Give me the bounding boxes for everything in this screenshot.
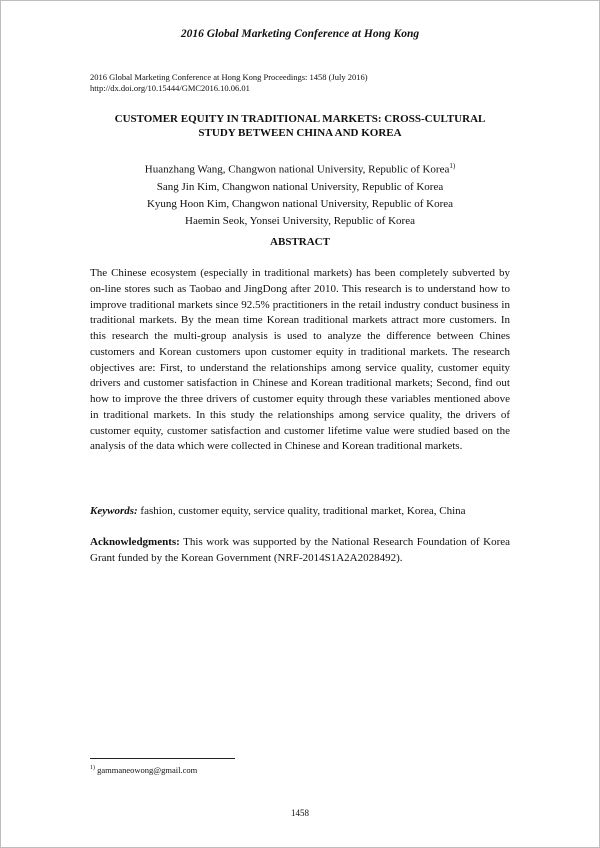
keywords — [90, 504, 510, 519]
proceedings-line: 2016 Global Marketing Conference at Hong Kong Proceedings: 1458 (July 2016) — [90, 72, 368, 82]
ack-text: This work was supported by the National Research Foundation of Korea Grant funded by the Korean Government (NRF-2014S1A2A2028492). — [90, 536, 510, 564]
paper-title — [70, 112, 530, 140]
proceedings-info — [90, 72, 368, 94]
footnote-mark: 1) — [90, 765, 95, 772]
page-number: 1458 — [291, 808, 309, 818]
footnote-email[interactable]: gammaneowong@gmail.com — [95, 765, 198, 775]
keywords-text: fashion, customer equity, service quality, traditional market, Korea, China — [137, 505, 466, 517]
author-3: Kyung Hoon Kim, Changwon national University, Republic of Korea — [146, 197, 453, 210]
ack-label: Acknowledgments: — [90, 536, 180, 548]
title-line-1: CUSTOMER EQUITY IN TRADITIONAL MARKETS: CROSS-CULTURAL — [114, 113, 486, 125]
keywords-label: Keywords: — [90, 505, 138, 517]
abstract-heading: ABSTRACT — [270, 236, 330, 248]
footnote-divider — [90, 758, 235, 759]
doi-line[interactable]: http://dx.doi.org/10.15444/GMC2016.10.06.01 — [90, 83, 250, 93]
abstract-body: The Chinese ecosystem (especially in traditional markets) has been completely subverted by on-line stores such as Taobao and JingDong after 2010. This research is to understand how to improve traditional markets since 92.5% practitioners in the retail industry conduct business in traditional markets. By the mean time Korean traditional markets attract more customers. In this research the multi-group analysis is used to analyze the difference between Chines customers and Korean customers upon customer equity in traditional markets. The research objectives are: First, to understand the relationships among service quality, customer equity drivers and customer satisfaction in Chinese and Korean traditional markets; Second, find out how to improve the three drivers of customer equity through these variables mentioned above in traditional markets. In this study the relationships among service quality, the drivers of customer equity, customer satisfaction and customer lifetime value were studied based on the analysis of the data which were collected in Chinese and Korean traditional markets. — [90, 267, 510, 453]
author-1 — [60, 158, 540, 179]
author-2: Sang Jin Kim, Changwon national University, Republic of Korea — [156, 180, 444, 193]
title-line-2: STUDY BETWEEN CHINA AND KOREA — [198, 127, 402, 139]
footnote — [90, 765, 197, 775]
running-header: 2016 Global Marketing Conference at Hong Kong — [180, 28, 420, 40]
author-4: Haemin Seok, Yonsei University, Republic of Korea — [185, 214, 415, 227]
author-list — [60, 158, 540, 230]
acknowledgments — [90, 535, 510, 567]
author-footnote-mark: 1) — [449, 162, 456, 170]
author-1-text: Huanzhang Wang, Changwon national University, Republic of Korea — [144, 163, 450, 176]
